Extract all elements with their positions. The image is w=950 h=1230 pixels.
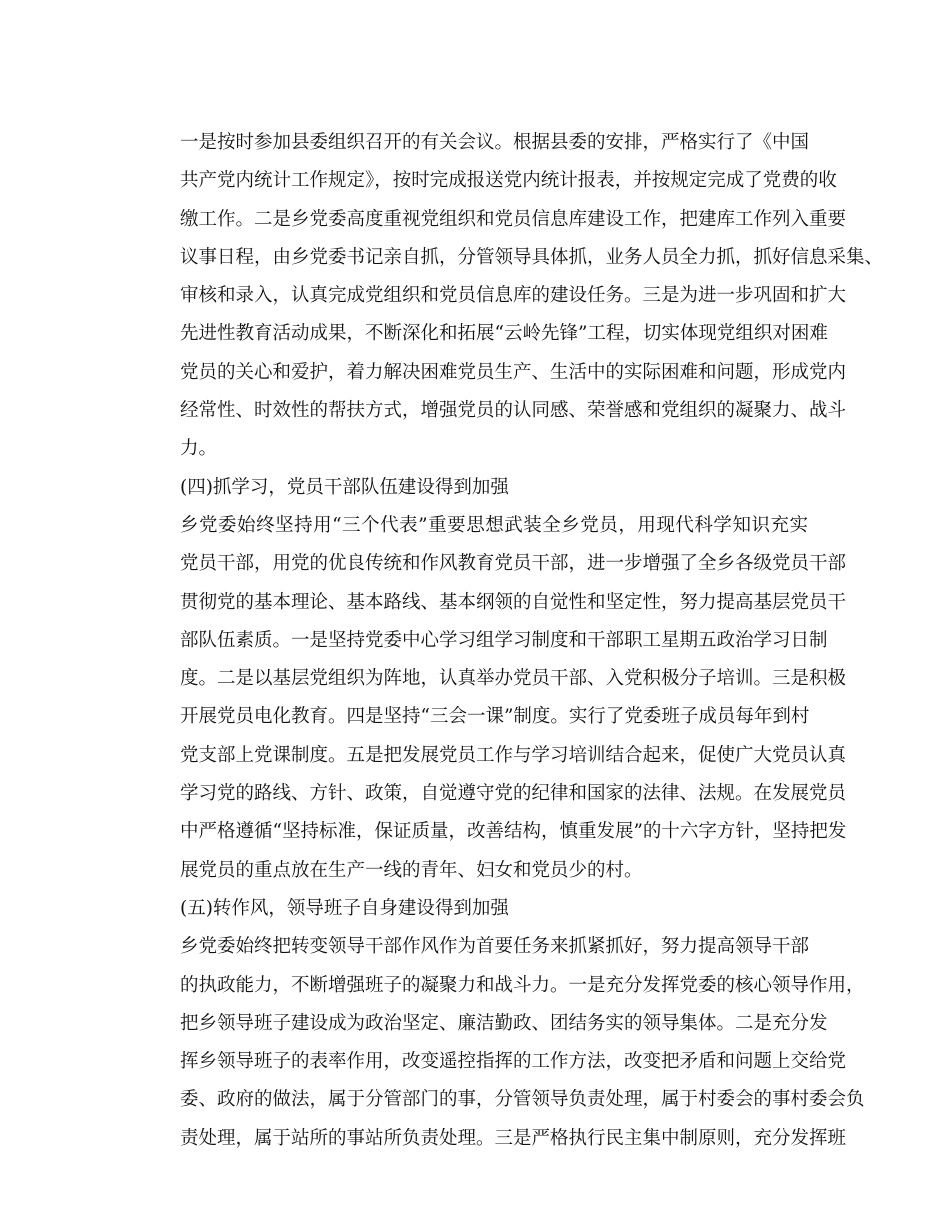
text-line: 共产党内统计工作规定》，按时完成报送党内统计报表，并按规定完成了党费的收 <box>180 170 837 192</box>
section-heading-4 <box>143 469 808 507</box>
text-line: 先进性教育活动成果，不断深化和拓展“云岭先锋”工程，切实体现党组织对困难 <box>180 323 828 345</box>
text-line: 乡党委始终坚持用“三个代表”重要思想武装全乡党员，用现代科学知识充实 <box>180 514 808 536</box>
paragraph-work-style <box>143 928 865 1158</box>
heading-text: (五)转作风，领导班子自身建设得到加强 <box>180 897 509 919</box>
paragraph-party-affairs <box>143 124 884 469</box>
text-line: 责处理，属于站所的事站所负责处理。三是严格执行民主集中制原则，充分发挥班 <box>180 1127 847 1149</box>
text-line: 中严格遵循“坚持标准，保证质量，改善结构，慎重发展”的十六字方针，坚持把发 <box>180 821 847 843</box>
text-line: 度。二是以基层党组织为阵地，认真举办党员干部、入党积极分子培训。三是积极 <box>180 668 847 690</box>
text-line: 贯彻党的基本理论、基本路线、基本纲领的自觉性和坚定性，努力提高基层党员干 <box>180 591 847 613</box>
text-line: 议事日程，由乡党委书记亲自抓，分管领导具体抓，业务人员全力抓，抓好信息采集、 <box>180 246 884 268</box>
section-heading-5 <box>143 890 808 928</box>
text-line: 开展党员电化教育。四是坚持“三会一课”制度。实行了党委班子成员每年到村 <box>180 706 810 728</box>
text-line: 展党员的重点放在生产一线的青年、妇女和党员少的村。 <box>180 859 643 881</box>
text-line: 一是按时参加县委组织召开的有关会议。根据县委的安排，严格实行了《中国 <box>180 132 810 153</box>
text-line: 党员的关心和爱护，着力解决困难党员生产、生活中的实际困难和问题，形成党内 <box>180 361 847 383</box>
text-line: 审核和录入，认真完成党组织和党员信息库的建设任务。三是为进一步巩固和扩大 <box>180 285 847 307</box>
text-line: 部队伍素质。一是坚持党委中心学习组学习制度和干部职工星期五政治学习日制 <box>180 629 828 651</box>
text-line: 力。 <box>180 438 218 460</box>
paragraph-study <box>143 507 847 890</box>
text-line: 经常性、时效性的帮扶方式，增强党员的认同感、荣誉感和党组织的凝聚力、战斗 <box>180 400 847 422</box>
text-line: 的执政能力，不断增强班子的凝聚力和战斗力。一是充分发挥党委的核心领导作用， <box>180 974 865 996</box>
text-line: 把乡领导班子建设成为政治坚定、廉洁勤政、团结务实的领导集体。二是充分发 <box>180 1012 828 1034</box>
text-line: 缴工作。二是乡党委高度重视党组织和党员信息库建设工作，把建库工作列入重要 <box>180 208 847 230</box>
text-line: 党支部上党课制度。五是把发展党员工作与学习培训结合起来，促使广大党员认真 <box>180 744 847 766</box>
document-body <box>143 124 884 1158</box>
text-line: 学习党的路线、方针、政策，自觉遵守党的纪律和国家的法律、法规。在发展党员 <box>180 783 847 805</box>
text-line: 乡党委始终把转变领导干部作风作为首要任务来抓紧抓好，努力提高领导干部 <box>180 936 810 958</box>
text-line: 挥乡领导班子的表率作用，改变遥控指挥的工作方法，改变把矛盾和问题上交给党 <box>180 1051 847 1073</box>
text-line: 委、政府的做法，属于分管部门的事，分管领导负责处理，属于村委会的事村委会负 <box>180 1089 865 1111</box>
text-line: 党员干部，用党的优良传统和作风教育党员干部，进一步增强了全乡各级党员干部 <box>180 553 847 575</box>
heading-text: (四)抓学习，党员干部队伍建设得到加强 <box>180 476 509 498</box>
